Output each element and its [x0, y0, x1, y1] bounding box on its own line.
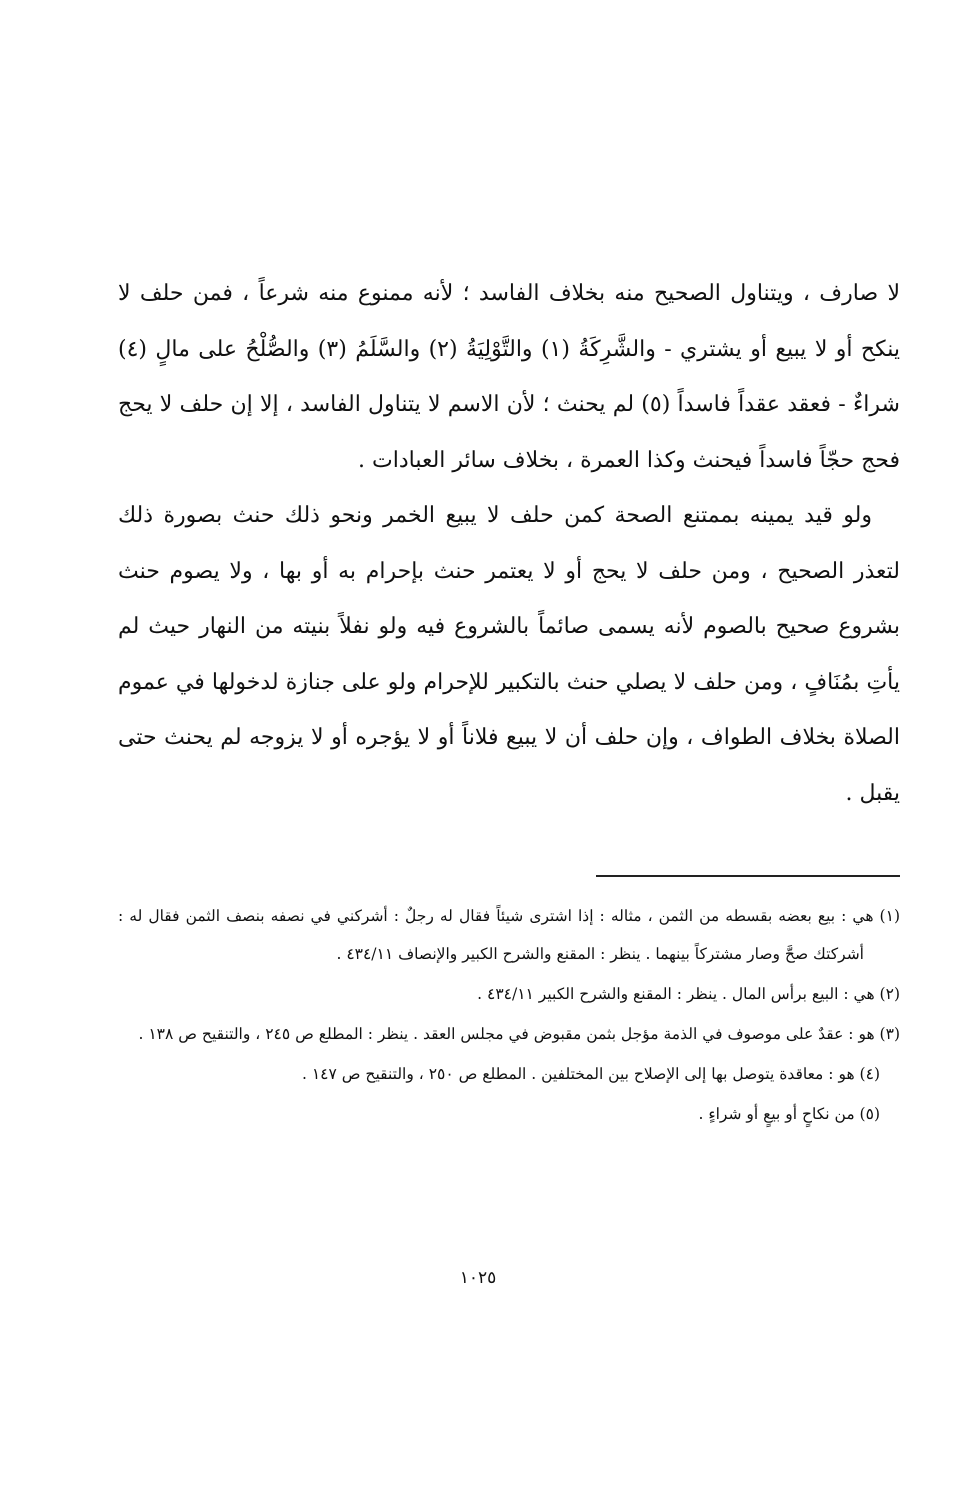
footnote-2: (٢) هي : البيع برأس المال . ينظر : المقنع والشرح الكبير ٤٣٤/١١ . [477, 985, 900, 1003]
footnote-4: (٤) هو : معاقدة يتوصل بها إلى الإصلاح بين المختلفين . المطلع ص ٢٥٠ ، والتنقيح ص ١٤٧ . [302, 1065, 880, 1083]
page-number: ١٠٢٥ [459, 1268, 497, 1288]
footnote-separator [596, 875, 900, 877]
main-paragraph-2: ولو قيد يمينه بممتنع الصحة كمن حلف لا يبيع الخمر ونحو ذلك حنث بصورة ذلك لتعذر الصحيح ، ومن حلف لا يحج أو لا يعتمر حنث بإحرام به أو بها ، ولا يصوم حنث بشروع صحيح بالصوم لأنه يسمى صائماً بالشروع فيه ولو نفلاً بنيته من النهار حيث لم يأتِ بمُنَافٍ ، ومن حلف لا يصلي حنث بالتكبير للإحرام ولو على جنازة لدخولها في عموم الصلاة بخلاف الطواف ، وإن حلف أن لا يبيع فلاناً أو لا يؤجره أو لا يزوجه لم يحنث حتى يقبل . [118, 503, 900, 806]
footnote-3: (٣) هو : عقدٌ على موصوف في الذمة مؤجل بثمن مقبوض في مجلس العقد . ينظر : المطلع ص ٢٤٥ ، والتنقيح ص ١٣٨ . [138, 1025, 900, 1043]
footnote-1: (١) هي : بيع بعضه بقسطه من الثمن ، مثاله : إذا اشترى شيئاً فقال له رجلٌ : أشركني في نصفه بنصف الثمن فقال له : أشركتك صحَّ وصار مشتركاً بينهما . ينظر : المقنع والشرح الكبير والإنصاف ٤٣٤/١١ . [118, 907, 900, 963]
footnote-5: (٥) من نكاحٍ أو بيعٍ أو شراءٍ . [698, 1105, 880, 1123]
footnotes [118, 897, 900, 1135]
main-paragraph-1: لا صارف ، ويتناول الصحيح منه بخلاف الفاسد ؛ لأنه ممنوع منه شرعاً ، فمن حلف لا ينكح أو لا يبيع أو يشتري - والشَّرِكَةُ (١) والتَّوْلِيَةُ (٢) والسَّلَمُ (٣) والصُّلْحُ على مالٍ (٤) شراءٌ - فعقد عقداً فاسداً (٥) لم يحنث ؛ لأن الاسم لا يتناول الفاسد ، إلا إن حلف لا يحج فحج حجّاً فاسداً فيحنث وكذا العمرة ، بخلاف سائر العبادات . [118, 281, 901, 473]
main-text [118, 266, 900, 821]
